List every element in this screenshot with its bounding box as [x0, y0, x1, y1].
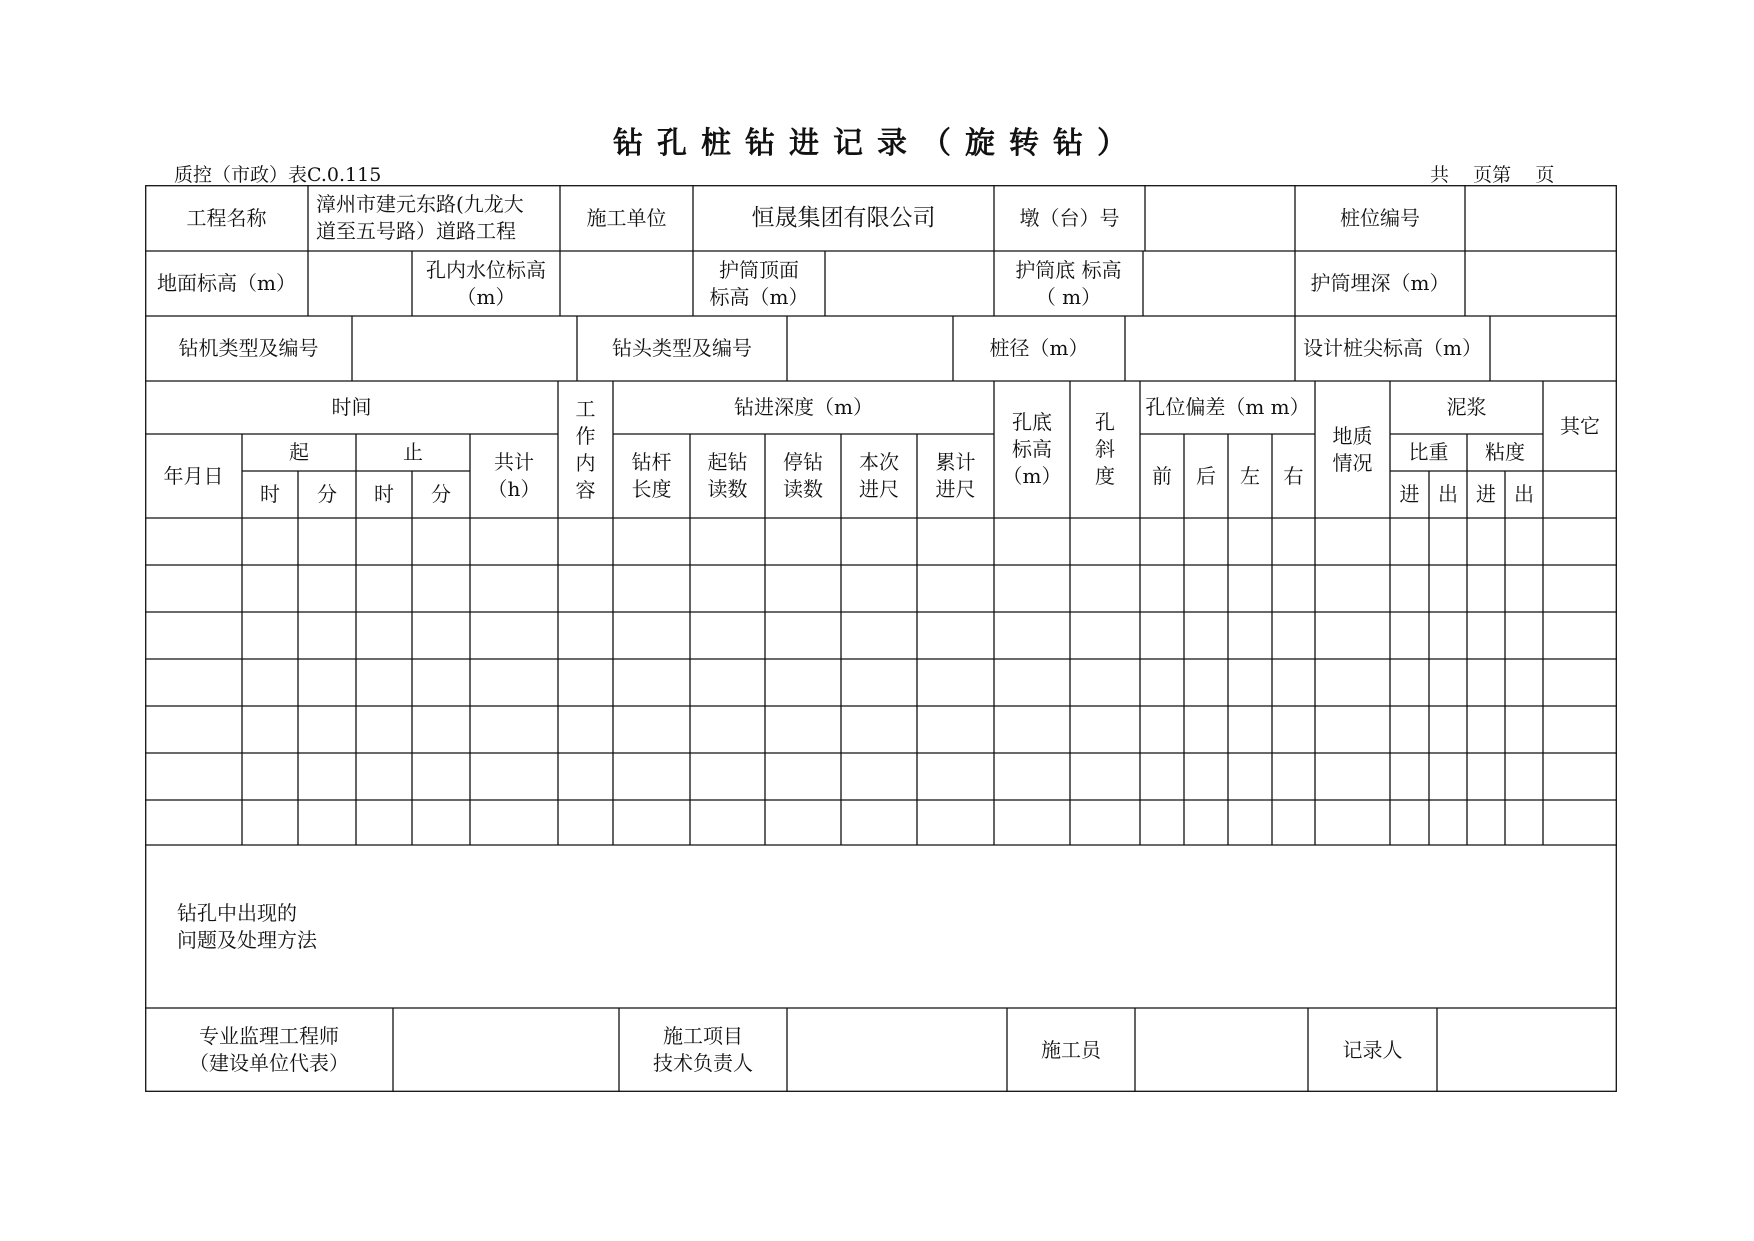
header-depth: 钻进深度（m）: [734, 395, 873, 419]
tech-lead-signature[interactable]: [787, 1008, 1007, 1092]
header-density: 比重: [1408, 440, 1449, 464]
pile-tip-elevation-label: 设计桩尖标高（m）: [1303, 336, 1482, 360]
ground-elevation-label: 地面标高（m）: [157, 271, 296, 295]
header-deviation: 孔位偏差（m m）: [1145, 395, 1310, 419]
project-name-value[interactable]: 漳州市建元东路(九龙大 道至五号路）道路工程: [316, 192, 524, 243]
casing-top-label: 护筒顶面 标高（m）: [709, 257, 809, 309]
header-stop-hour: 时: [374, 482, 394, 506]
header-work-content: 工 作 内 容: [575, 396, 596, 502]
pier-value[interactable]: [1145, 185, 1295, 251]
header-this-advance: 本次 进尺: [859, 450, 899, 501]
project-name-label: 工程名称: [186, 205, 267, 230]
header-geology: 地质 情况: [1332, 423, 1373, 475]
ground-elevation-value[interactable]: [308, 251, 412, 316]
contractor-value[interactable]: 恒晟集团有限公司: [751, 204, 936, 231]
tech-lead-label: 施工项目 技术负责人: [653, 1024, 753, 1075]
pile-tip-elevation-value[interactable]: [1490, 316, 1617, 381]
casing-depth-value[interactable]: [1465, 251, 1617, 316]
pile-diameter-label: 桩径（m）: [989, 336, 1089, 360]
casing-bottom-label: 护筒底 标高 （ m）: [1015, 257, 1122, 309]
header-stop-minute: 分: [431, 482, 451, 506]
header-left: 左: [1240, 463, 1260, 488]
table-row[interactable]: [145, 612, 1617, 659]
header-start-reading: 起钻 读数: [707, 450, 748, 501]
pier-label: 墩（台）号: [1019, 205, 1120, 230]
header-other: 其它: [1560, 413, 1600, 438]
header-front: 前: [1152, 463, 1172, 488]
casing-top-value[interactable]: [825, 251, 994, 316]
table-row[interactable]: [145, 753, 1617, 800]
issues-section[interactable]: [145, 845, 1617, 1008]
header-stop-reading: 停钻 读数: [783, 450, 823, 501]
bit-type-label: 钻头类型及编号: [612, 336, 752, 360]
header-cumulative-advance: 累计 进尺: [935, 450, 976, 501]
supervisor-signature[interactable]: [393, 1008, 619, 1092]
header-density-in: 进: [1399, 482, 1420, 506]
table-row[interactable]: [145, 659, 1617, 706]
contractor-label: 施工单位: [586, 205, 667, 230]
header-bottom-elevation: 孔底 标高 （m）: [1002, 410, 1062, 488]
bit-type-value[interactable]: [787, 316, 953, 381]
header-start-hour: 时: [260, 482, 280, 506]
header-density-out: 出: [1438, 482, 1458, 506]
table-row[interactable]: [145, 518, 1617, 565]
water-level-label: 孔内水位标高 （m）: [426, 257, 546, 309]
header-viscosity-in: 进: [1476, 482, 1496, 506]
header-start-minute: 分: [317, 482, 337, 506]
header-slope: 孔 斜 度: [1095, 410, 1115, 488]
casing-depth-label: 护筒埋深（m）: [1310, 271, 1450, 295]
header-start: 起: [289, 440, 309, 464]
water-level-value[interactable]: [560, 251, 693, 316]
table-row[interactable]: [145, 800, 1617, 845]
header-stop: 止: [403, 440, 423, 464]
pile-diameter-value[interactable]: [1125, 316, 1295, 381]
recorder-label: 记录人: [1342, 1037, 1403, 1062]
header-time: 时间: [331, 395, 372, 419]
header-viscosity-out: 出: [1514, 482, 1534, 506]
table-row[interactable]: [145, 565, 1617, 612]
rig-type-label: 钻机类型及编号: [178, 336, 319, 360]
header-right: 右: [1283, 463, 1304, 488]
constructor-signature[interactable]: [1135, 1008, 1308, 1092]
form-code: 质控（市政）表C.0.115: [174, 164, 382, 186]
page-info: 共 页第 页: [1430, 164, 1555, 186]
header-mud: 泥浆: [1446, 395, 1487, 419]
header-total: 共计 （h）: [487, 450, 541, 501]
rig-type-value[interactable]: [352, 316, 577, 381]
casing-bottom-value[interactable]: [1143, 251, 1295, 316]
header-back: 后: [1196, 463, 1216, 488]
recorder-signature[interactable]: [1437, 1008, 1617, 1092]
pile-no-label: 桩位编号: [1340, 205, 1420, 230]
pile-no-value[interactable]: [1465, 185, 1617, 251]
header-date: 年月日: [163, 463, 224, 488]
constructor-label: 施工员: [1041, 1037, 1101, 1062]
table-row[interactable]: [145, 706, 1617, 753]
page-title: 钻孔桩钻进记录（旋转钻）: [613, 126, 1141, 161]
issues-label: 钻孔中出现的 问题及处理方法: [177, 900, 317, 952]
supervisor-label: 专业监理工程师 （建设单位代表）: [189, 1024, 349, 1075]
drilling-record-form: [145, 185, 1617, 1092]
header-viscosity: 粘度: [1485, 440, 1525, 464]
header-rod-length: 钻杆 长度: [631, 450, 672, 501]
